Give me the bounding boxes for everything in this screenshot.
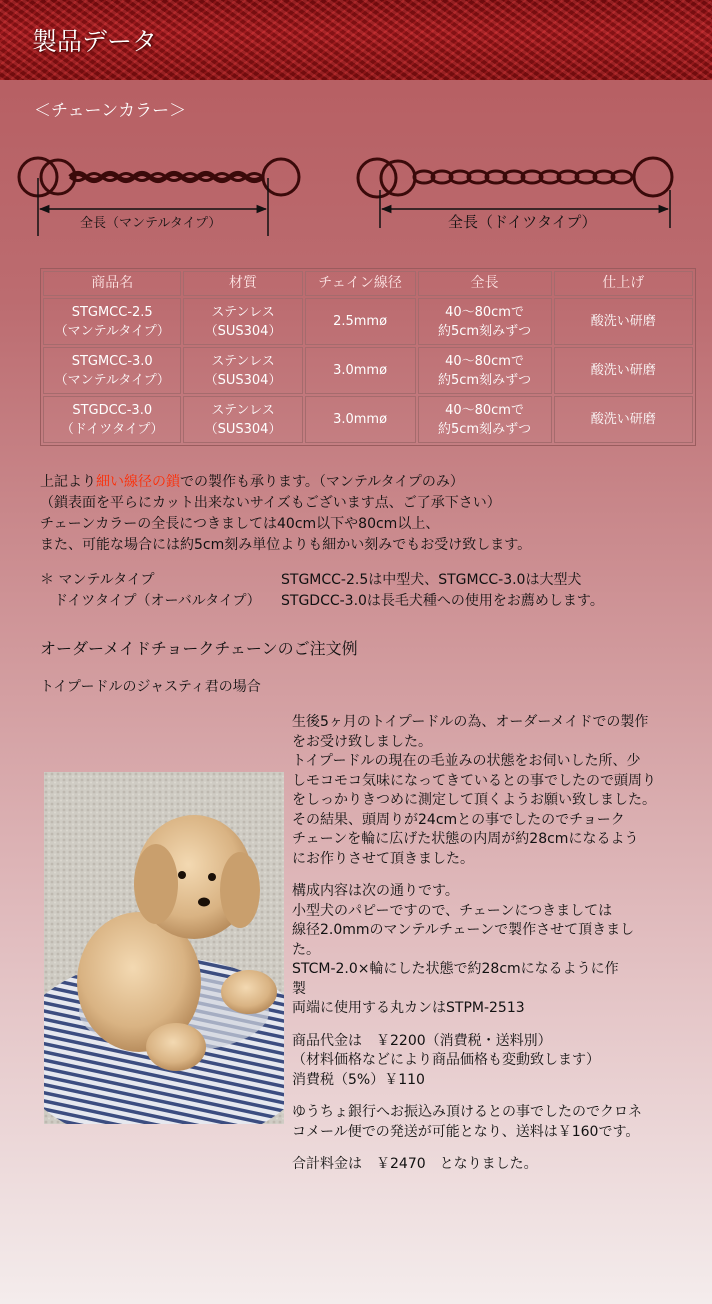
german-chain-illustration (358, 158, 672, 197)
table-row (43, 347, 693, 394)
mantel-length-label: 全長（マンテルタイプ） (80, 216, 222, 231)
cell-finish: 酸洗い研磨 (554, 347, 693, 394)
highlight-thin-wire: 細い線径の鎖 (96, 474, 180, 490)
mantel-chain-illustration (19, 158, 299, 196)
cell-product-name: STGMCC-2.5 （マンテルタイプ） (43, 298, 181, 345)
order-example-title: オーダーメイドチョークチェーンのご注文例 (40, 639, 358, 658)
note-line: また、可能な場合には約5cm刻み単位よりも細かい刻みでもお受け致します。 (40, 537, 532, 553)
case-title: トイプードルのジャスティ君の場合 (40, 679, 261, 695)
page-title: 製品データ (32, 27, 158, 56)
story-paragraph-price: 商品代金は ￥2200（消費税・送料別） （材料価格などにより商品価格も変動致します） 消費税（5%）￥110 (292, 1032, 600, 1088)
toy-poodle-photo (44, 772, 284, 1124)
story-paragraph: 構成内容は次の通りです。 小型犬のパピーですので、チェーンにつきましては 線径2.0mmのマンテルチェーンで製作させて頂きまし た。 STCM-2.0×輪にした状態で約28cmになるように作 製 両端に使用する丸カンはSTPM-2513 (292, 883, 635, 1016)
cell-length: 40～80cmで 約5cm刻みずつ (418, 396, 552, 443)
cell-material: ステンレス （SUS304） (183, 298, 302, 345)
cell-finish: 酸洗い研磨 (554, 396, 693, 443)
cell-product-name: STGDCC-3.0 （ドイツタイプ） (43, 396, 181, 443)
cell-length: 40～80cmで 約5cm刻みずつ (418, 347, 552, 394)
story-paragraph-total: 合計料金は ￥2470 となりました。 (292, 1156, 538, 1172)
note-line: 上記より細い線径の鎖での製作も承ります。（マンテルタイプのみ） (40, 474, 464, 490)
cell-product-name: STGMCC-3.0 （マンテルタイプ） (43, 347, 181, 394)
cell-length: 40～80cmで 約5cm刻みずつ (418, 298, 552, 345)
type-mantel-desc: STGMCC-2.5は中型犬、STGMCC-3.0は大型犬 (281, 572, 582, 588)
cell-material: ステンレス （SUS304） (183, 347, 302, 394)
chain-color-section-label: ＜チェーンカラー＞ (34, 101, 187, 121)
spec-table (40, 268, 696, 446)
header-material: 材質 (183, 271, 302, 296)
cell-finish: 酸洗い研磨 (554, 298, 693, 345)
type-german: ドイツタイプ（オーバルタイプ） (40, 593, 261, 609)
type-mantel: ＊ マンテルタイプ (40, 572, 155, 588)
header-product-name: 商品名 (43, 271, 181, 296)
cell-diameter: 3.0mmø (305, 347, 416, 394)
cell-material: ステンレス （SUS304） (183, 396, 302, 443)
note-line: （鎖表面を平らにカット出来ないサイズもございます点、ご了承下さい） (40, 495, 501, 511)
table-row (43, 298, 693, 345)
cell-diameter: 3.0mmø (305, 396, 416, 443)
order-story (292, 713, 692, 1188)
story-paragraph: 生後5ヶ月のトイプードルの為、オーダーメイドでの製作 をお受け致しました。 トイプードルの現在の毛並みの状態をお伺いした所、少 しモコモコ気味になってきているとの事でしたので頭周り をしっかりきつめに測定して頂くようお願い致しました。 その結果、頭周りが24cmとの事でしたのでチョーク チェーンを輪に広げた状態の内周が約28cmになるよう にお作りさせて頂きました。 (292, 714, 656, 867)
type-german-desc: STGDCC-3.0は長毛犬種への使用をお薦めします。 (281, 593, 604, 609)
note-line: チェーンカラーの全長につきましては40cm以下や80cm以上、 (40, 516, 440, 532)
german-length-label: 全長（ドイツタイプ） (448, 213, 597, 231)
cell-diameter: 2.5mmø (305, 298, 416, 345)
header-wire-diameter: チェイン線径 (305, 271, 416, 296)
header-finish: 仕上げ (554, 271, 693, 296)
spec-table-header (43, 271, 693, 296)
header-banner (0, 0, 712, 80)
notes-block (40, 472, 531, 556)
table-row (43, 396, 693, 443)
header-length: 全長 (418, 271, 552, 296)
story-paragraph-shipping: ゆうちょ銀行へお振込み頂けるとの事でしたのでクロネ コメール便での発送が可能となり、送料は￥160です。 (292, 1104, 642, 1140)
